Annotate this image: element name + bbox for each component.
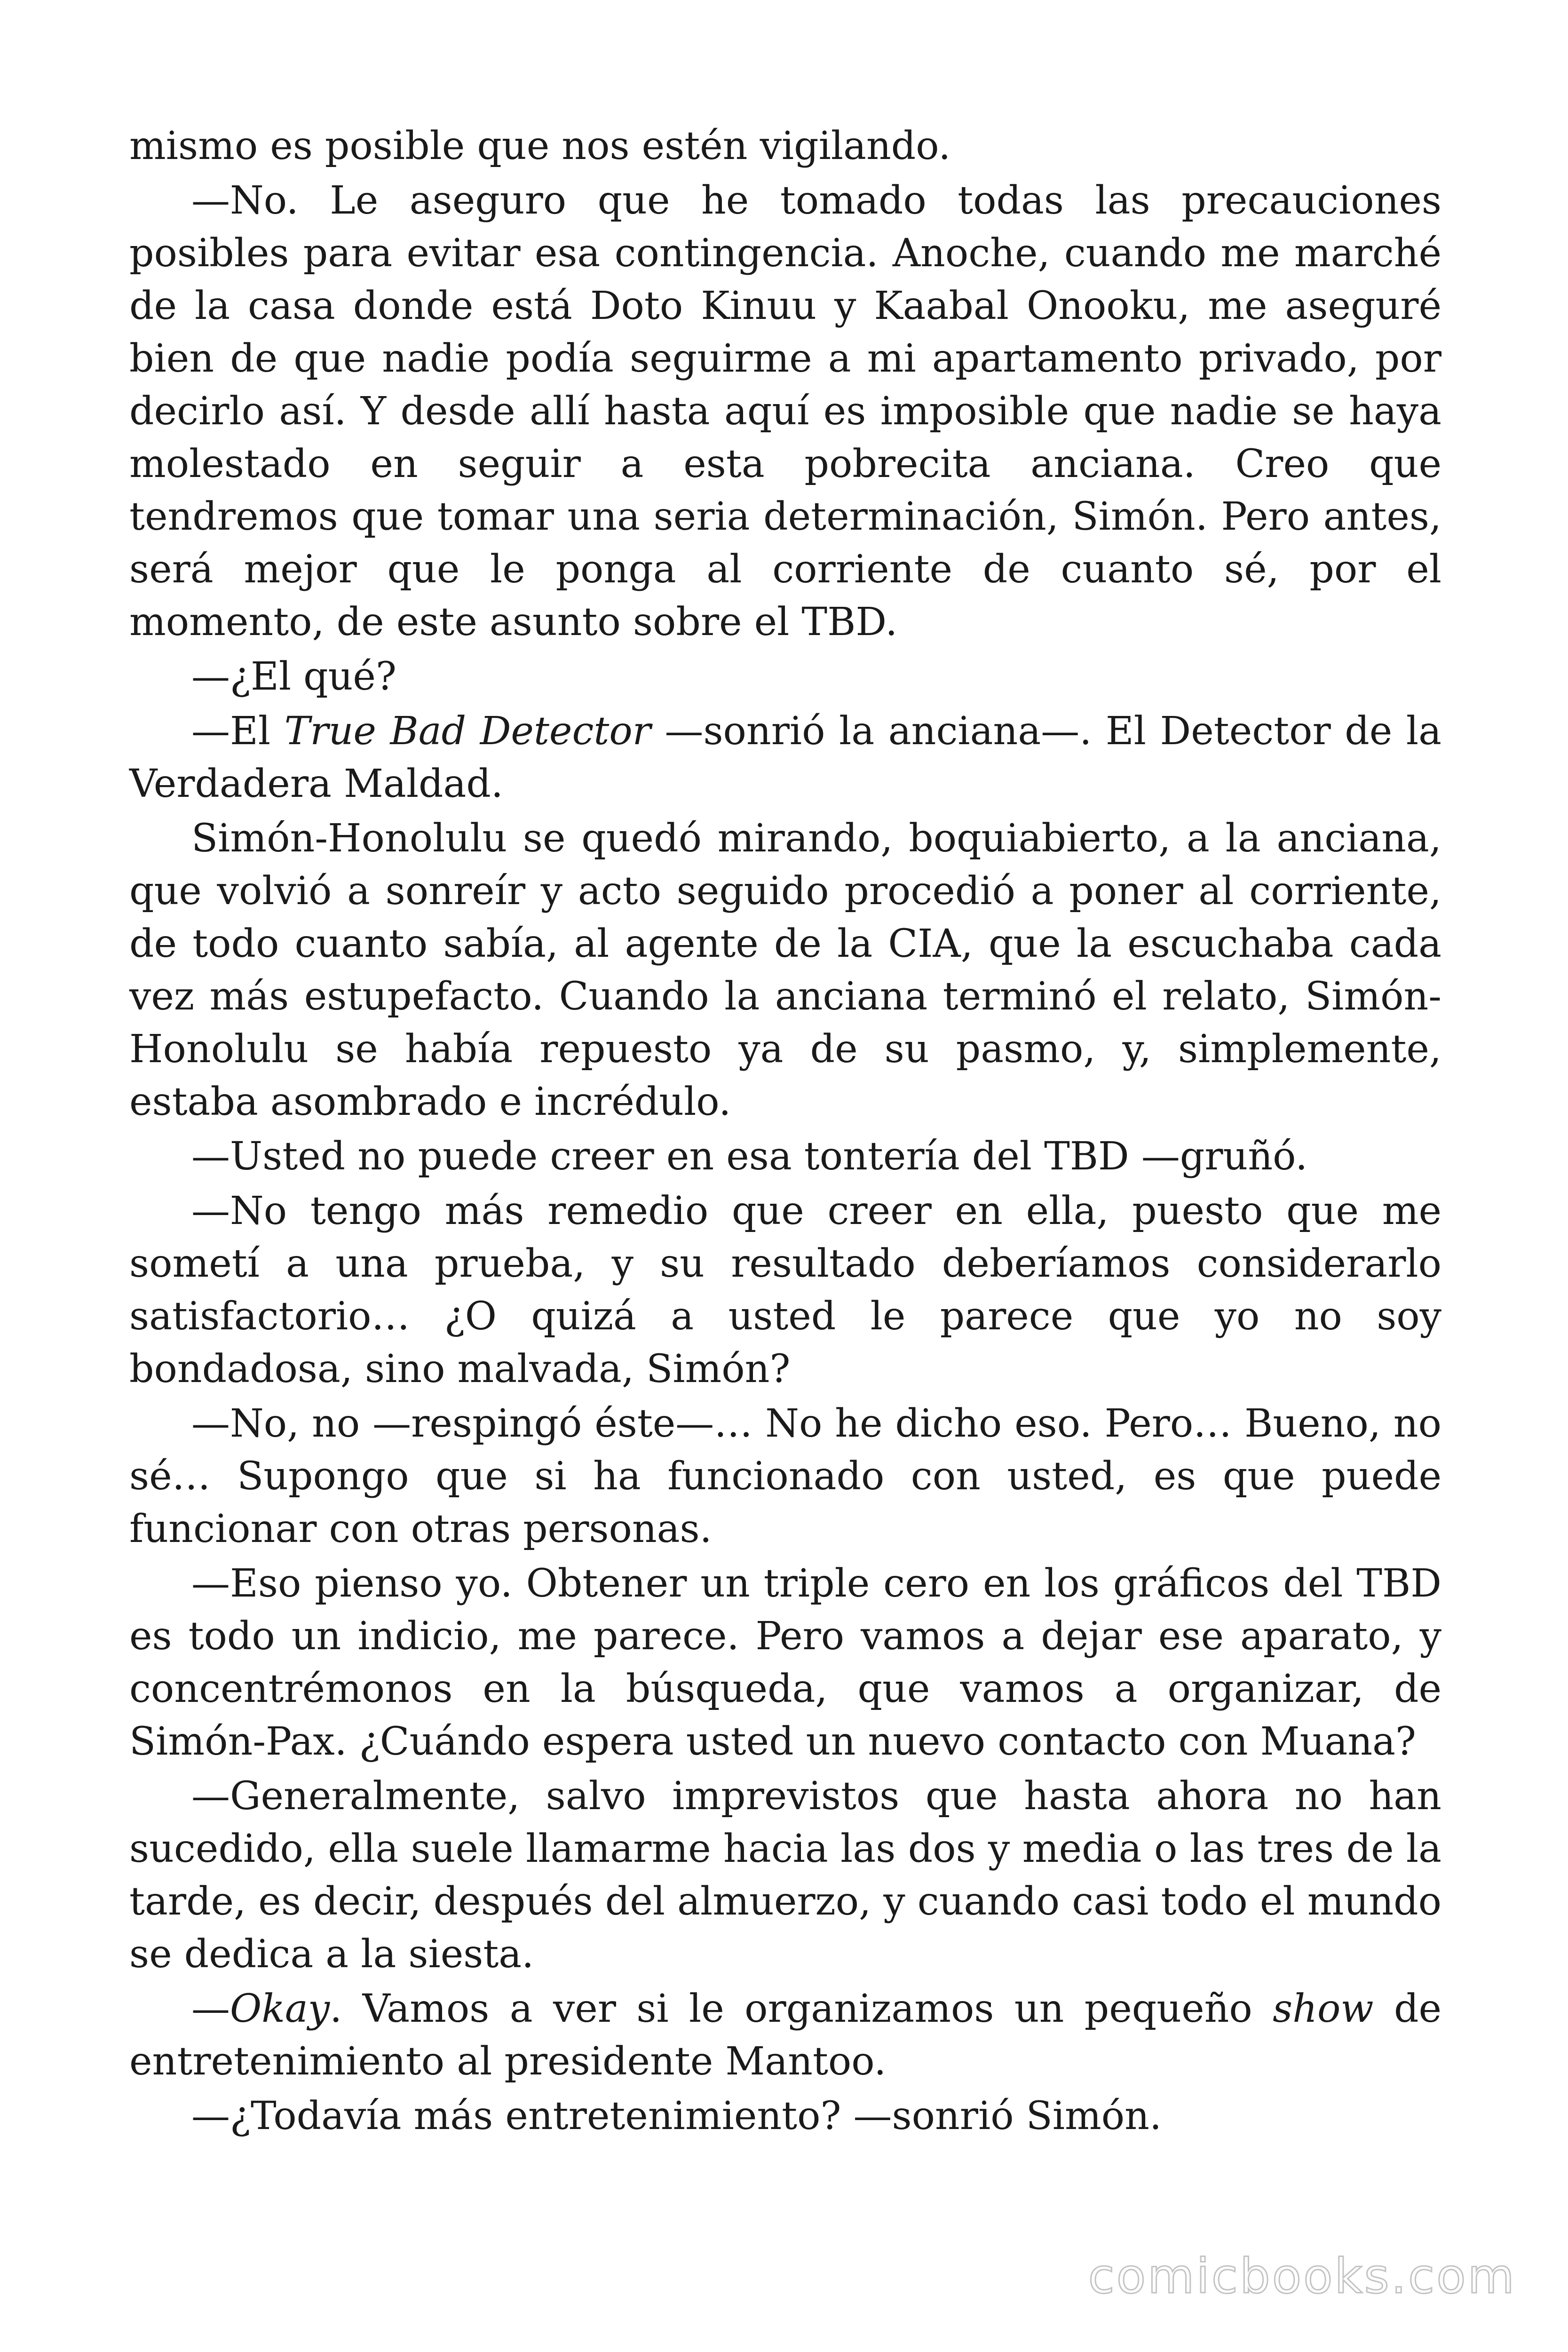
paragraph-dialogue: [129, 2090, 1441, 2143]
paragraph-continuation: [129, 120, 1441, 173]
paragraph-dialogue: [129, 1983, 1441, 2088]
paragraph-dialogue: [129, 651, 1441, 703]
paragraph-text: —No. Le aseguro que he tomado todas las precauciones posibles para evitar esa contingencia. Anoche, cuando me marché de la casa donde está Doto Kinuu y Kaabal Onooku, me aseguré bien de que nadie podía seguirme a mi apartamento privado, por decirlo así. Y desde allí hasta aquí es imposible que nadie se haya molestado en seguir a esta pobrecita anciana. Creo que tendremos que tomar una seria determinación, Simón. Pero antes, será mejor que le ponga al corriente de cuanto sé, por el momento, de este asunto sobre el TBD.: [129, 178, 1441, 644]
paragraph-dialogue: [129, 1398, 1441, 1556]
watermark: comicbooks.com: [1088, 2249, 1516, 2304]
paragraph-dialogue: [129, 1130, 1441, 1183]
italic-word: Okay: [230, 1986, 330, 2031]
paragraph-text: mismo es posible que nos estén vigilando.: [129, 124, 951, 168]
body-text: [129, 120, 1441, 2143]
italic-word: show: [1273, 1986, 1374, 2031]
paragraph-dialogue: [129, 175, 1441, 649]
paragraph-text: —Eso pienso yo. Obtener un triple cero en los gráficos del TBD es todo un indicio, me parece. Pero vamos a dejar ese aparato, y concentrémonos en la búsqueda, que vamos a organizar, de Simón-Pax. ¿Cuándo espera usted un nuevo contacto con Muana?: [129, 1561, 1441, 1764]
paragraph-text: —¿Todavía más entretenimiento? —sonrió Simón.: [191, 2094, 1162, 2138]
paragraph-text: —No tengo más remedio que creer en ella, puesto que me sometí a una prueba, y su resultado deberíamos considerarlo satisfactorio… ¿O quizá a usted le parece que yo no soy bondadosa, sino malvada, Simón?: [129, 1189, 1441, 1391]
paragraph-text-middle: . Vamos a ver si le organizamos un pequeño: [330, 1986, 1273, 2031]
dialogue-dash: —: [191, 1986, 230, 2031]
paragraph-text: —No, no —respingó éste—… No he dicho eso. Pero… Bueno, no sé… Supongo que si ha funcionado con usted, es que puede funcionar con otras personas.: [129, 1401, 1441, 1551]
paragraph-text-end: —sonrió la anciana—. El Detector de la Verdadera Maldad.: [129, 709, 1441, 806]
paragraph-dialogue: [129, 1185, 1441, 1396]
paragraph-dialogue: [129, 705, 1441, 810]
paragraph-text-end: de entretenimiento al presidente Mantoo.: [129, 1986, 1441, 2084]
paragraph-text-start: —El: [191, 709, 285, 754]
paragraph-text: —Generalmente, salvo imprevistos que hasta ahora no han sucedido, ella suele llamarme hacia las dos y media o las tres de la tarde, es decir, después del almuerzo, y cuando casi todo el mundo se dedica a la siesta.: [129, 1774, 1441, 1977]
paragraph-dialogue: [129, 1557, 1441, 1768]
paragraph-dialogue: [129, 1770, 1441, 1981]
paragraph-text: —¿El qué?: [191, 654, 396, 699]
paragraph-narration: [129, 812, 1441, 1128]
paragraph-text: Simón-Honolulu se quedó mirando, boquiabierto, a la anciana, que volvió a sonreír y acto seguido procedió a poner al corriente, de todo cuanto sabía, al agente de la CIA, que la escuchaba cada vez más estupefacto. Cuando la anciana terminó el relato, Simón-Honolulu se había repuesto ya de su pasmo, y, simplemente, estaba asombrado e incrédulo.: [129, 816, 1441, 1124]
paragraph-text: —Usted no puede creer en esa tontería del TBD —gruñó.: [191, 1134, 1308, 1179]
italic-title: True Bad Detector: [284, 709, 651, 754]
